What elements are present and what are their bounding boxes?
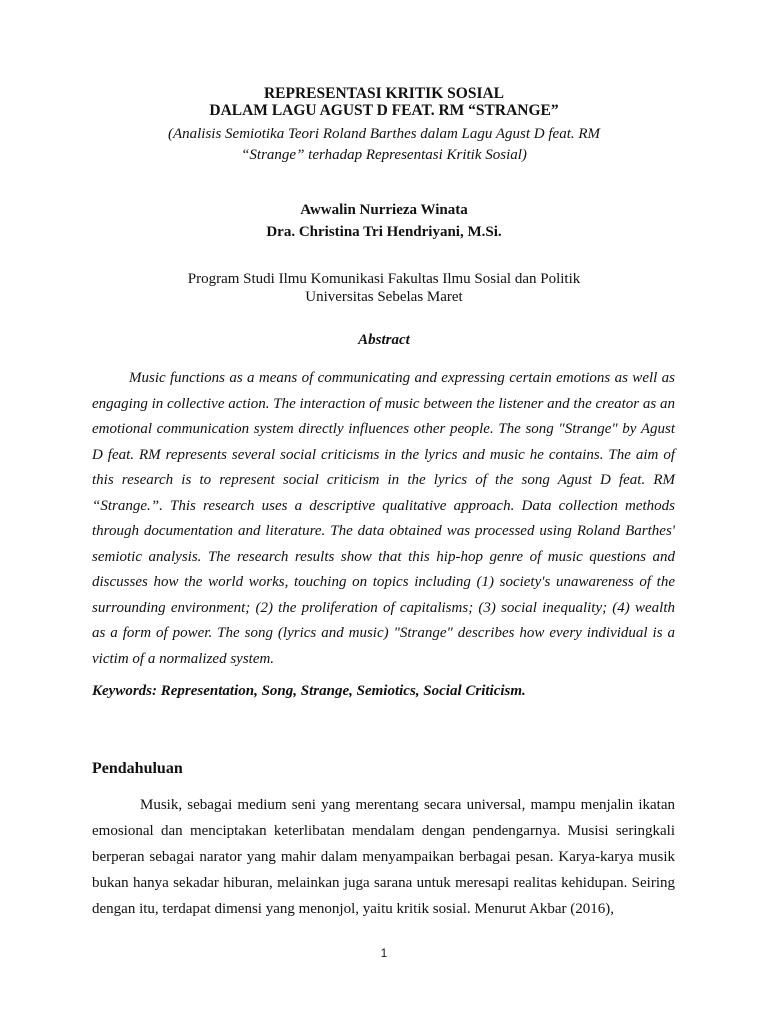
affiliation-line-1: Program Studi Ilmu Komunikasi Fakultas Ilmu Sosial dan Politik (187, 271, 581, 287)
abstract-body: Music functions as a means of communicating and expressing certain emotions as well as engaging in collective action. The interaction of music between the listener and the creator as an emotional communication system directly influences other people. The song "Strange" by Agust D feat. RM represents several social criticisms in the lyrics and music he contains. The aim of this research is to represent social criticism in the lyrics of the song Agust D feat. RM “Strange.”. This research uses a descriptive qualitative approach. Data collection methods through documentation and literature. The data obtained was processed using Roland Barthes' semiotic analysis. The research results show that this hip-hop genre of music questions and discusses how the world works, touching on topics including (1) society's unawareness of the surrounding environment; (2) the proliferation of capitalisms; (3) social inequality; (4) wealth as a form of power. The song (lyrics and music) "Strange" describes how every individual is a victim of a normalized system. (92, 370, 675, 667)
abstract-heading: Abstract (358, 332, 410, 348)
keywords: Keywords: Representation, Song, Strange, Semiotics, Social Criticism. (92, 683, 526, 699)
author-name: Awwalin Nurrieza Winata (300, 202, 468, 218)
title-line-2: DALAM LAGU AGUST D FEAT. RM “STRANGE” (209, 102, 559, 119)
introduction-body: Musik, sebagai medium seni yang merentang secara universal, mampu menjalin ikatan emosional dan menciptakan keterlibatan mendalam dengan pendengarnya. Musisi seringkali berperan sebagai narator yang mahir dalam menyampaikan berbagai pesan. Karya-karya musik bukan hanya sekadar hiburan, melainkan juga sarana untuk meresapi realitas kehidupan. Seiring dengan itu, terdapat dimensi yang menonjol, yaitu kritik sosial. Menurut Akbar (2016), (92, 797, 675, 917)
affiliation-line-2: Universitas Sebelas Maret (305, 289, 463, 305)
paper-title (0, 85, 768, 119)
affiliation (0, 270, 768, 306)
section-heading-introduction: Pendahuluan (92, 760, 183, 777)
page-number: 1 (380, 948, 388, 960)
author-list (0, 199, 768, 243)
author-name: Dra. Christina Tri Hendriyani, M.Si. (266, 224, 502, 240)
paper-subtitle (0, 124, 768, 166)
subtitle-line-1: (Analisis Semiotika Teori Roland Barthes dalam Lagu Agust D feat. RM (167, 126, 601, 142)
subtitle-line-2: “Strange” terhadap Representasi Kritik Sosial) (241, 147, 527, 163)
title-line-1: REPRESENTASI KRITIK SOSIAL (263, 85, 505, 102)
